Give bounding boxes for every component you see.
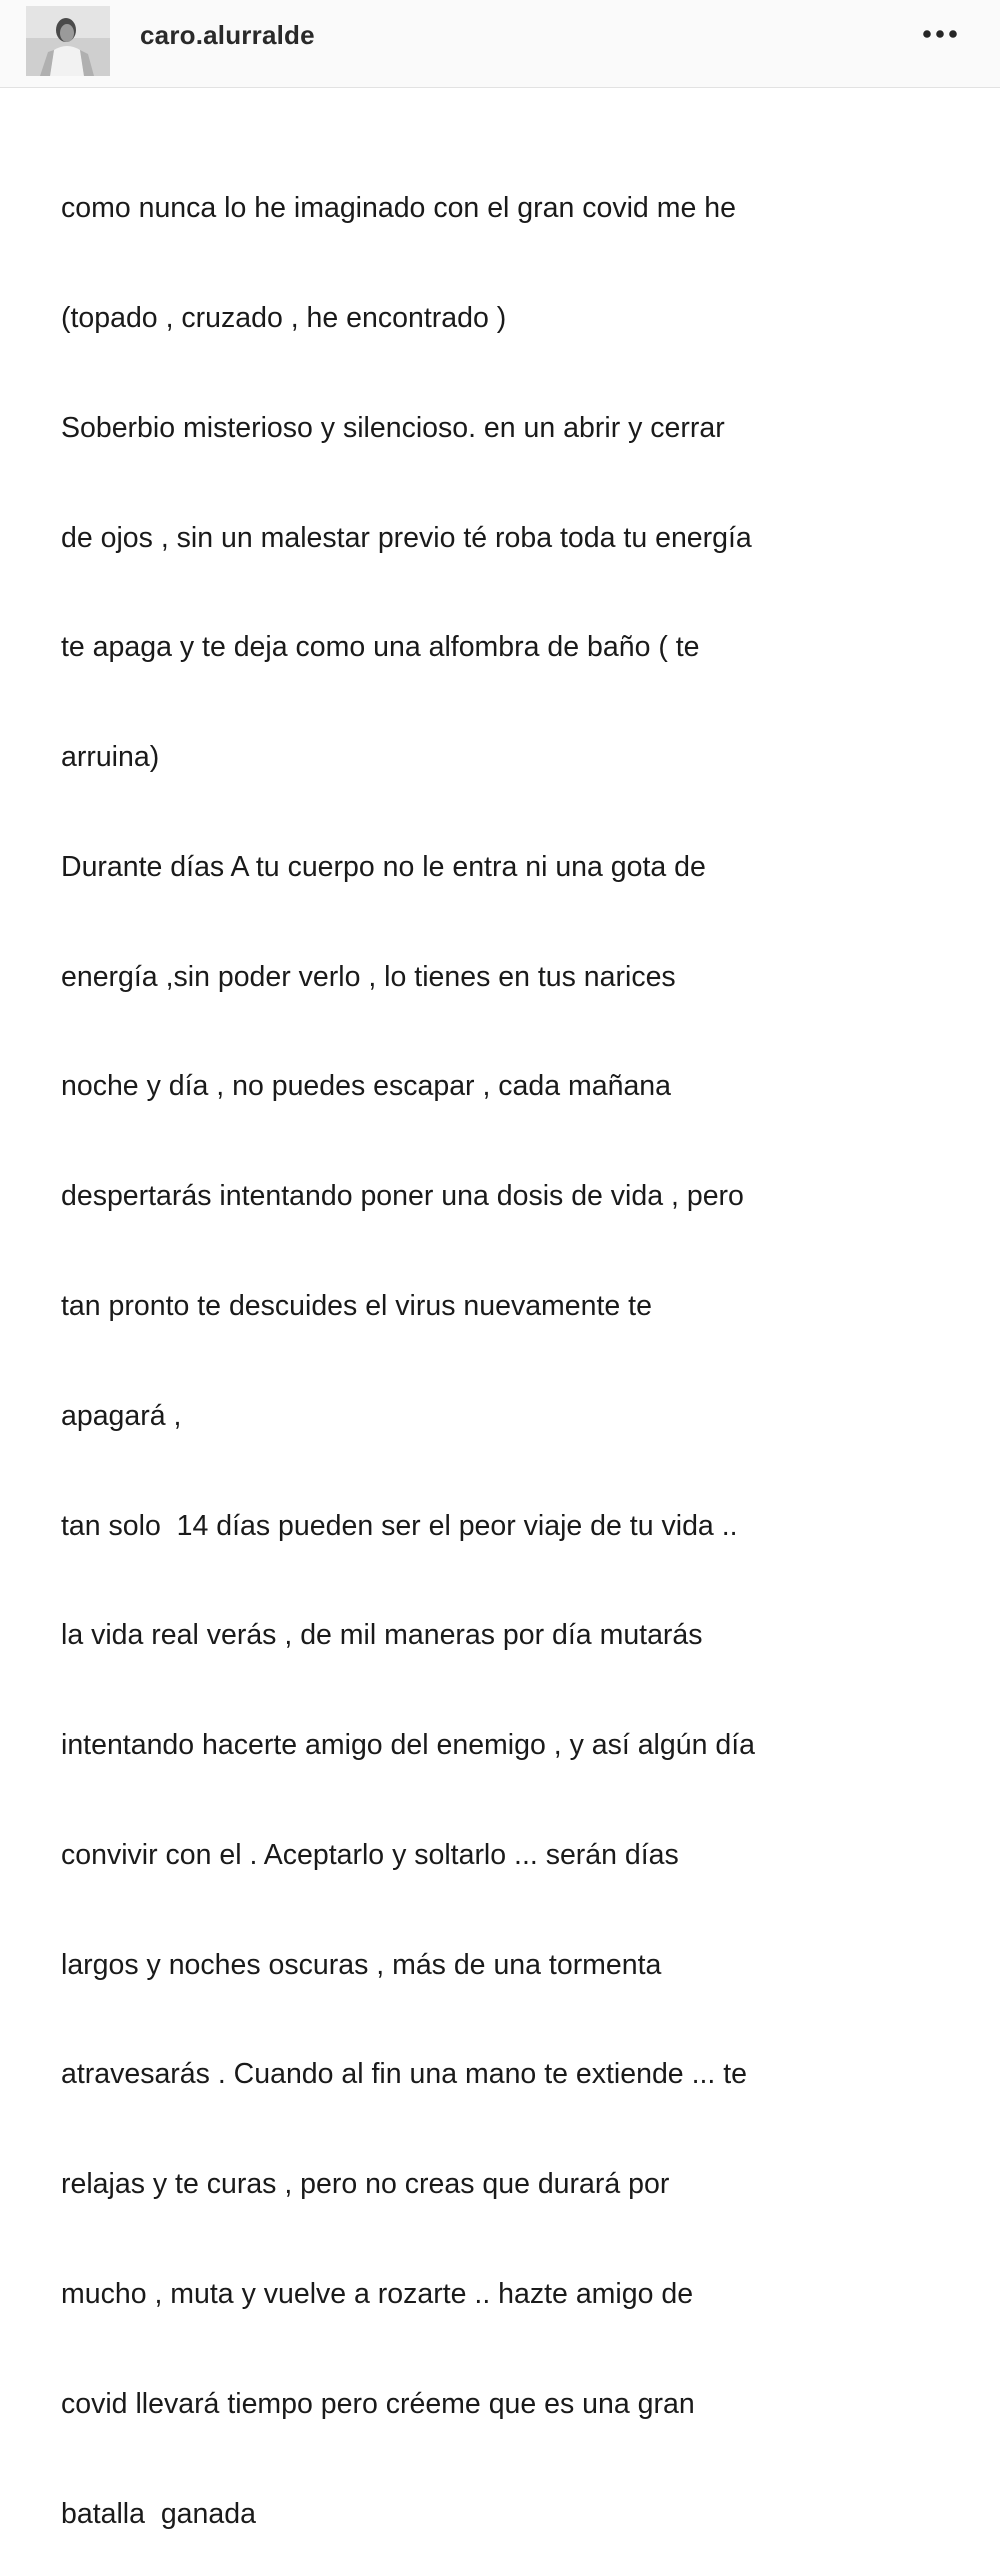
caption-line: relajas y te curas , pero no creas que durará por xyxy=(61,2168,670,2201)
caption-line: convivir con el . Aceptarlo y soltarlo ... serán días xyxy=(61,1838,679,1871)
caption-line: energía ,sin poder verlo , lo tienes en tus narices xyxy=(61,960,676,993)
caption-line: tan solo 14 días pueden ser el peor viaje de tu vida .. xyxy=(61,1509,738,1542)
more-options-button[interactable] xyxy=(918,18,966,50)
caption-line: arruina) xyxy=(61,741,160,774)
post-header xyxy=(0,0,1000,88)
caption-line: te apaga y te deja como una alfombra de baño ( te xyxy=(61,631,700,664)
username[interactable]: caro.alurralde xyxy=(140,20,315,50)
caption-line: atravesarás . Cuando al fin una mano te extiende ... te xyxy=(61,2058,748,2091)
caption-line: la vida real verás , de mil maneras por día mutarás xyxy=(61,1619,703,1652)
avatar[interactable] xyxy=(26,6,110,76)
caption-line: Soberbio misterioso y silencioso. en un abrir y cerrar xyxy=(61,411,725,444)
caption-line: apagará , xyxy=(61,1399,182,1432)
post-caption xyxy=(61,117,961,2569)
caption-line: covid llevará tiempo pero créeme que es una gran xyxy=(61,2387,695,2420)
profile-photo-icon xyxy=(26,6,110,76)
caption-line: mucho , muta y vuelve a rozarte .. hazte amigo de xyxy=(61,2278,694,2311)
caption-line: de ojos , sin un malestar previo té roba toda tu energía xyxy=(61,521,752,554)
caption-line: Durante días A tu cuerpo no le entra ni una gota de xyxy=(61,850,706,883)
caption-line: despertarás intentando poner una dosis de vida , pero xyxy=(61,1180,744,1213)
ellipsis-icon xyxy=(918,18,966,50)
caption-line: intentando hacerte amigo del enemigo , y así algún día xyxy=(61,1729,755,1762)
caption-line: (topado , cruzado , he encontrado ) xyxy=(61,301,507,334)
caption-line: tan pronto te descuides el virus nuevamente te xyxy=(61,1290,652,1322)
caption-line: batalla ganada xyxy=(61,2497,256,2530)
caption-line: largos y noches oscuras , más de una tormenta xyxy=(61,1948,662,1981)
caption-line: noche y día , no puedes escapar , cada mañana xyxy=(61,1070,672,1103)
caption-line: como nunca lo he imaginado con el gran covid me he xyxy=(61,192,736,225)
